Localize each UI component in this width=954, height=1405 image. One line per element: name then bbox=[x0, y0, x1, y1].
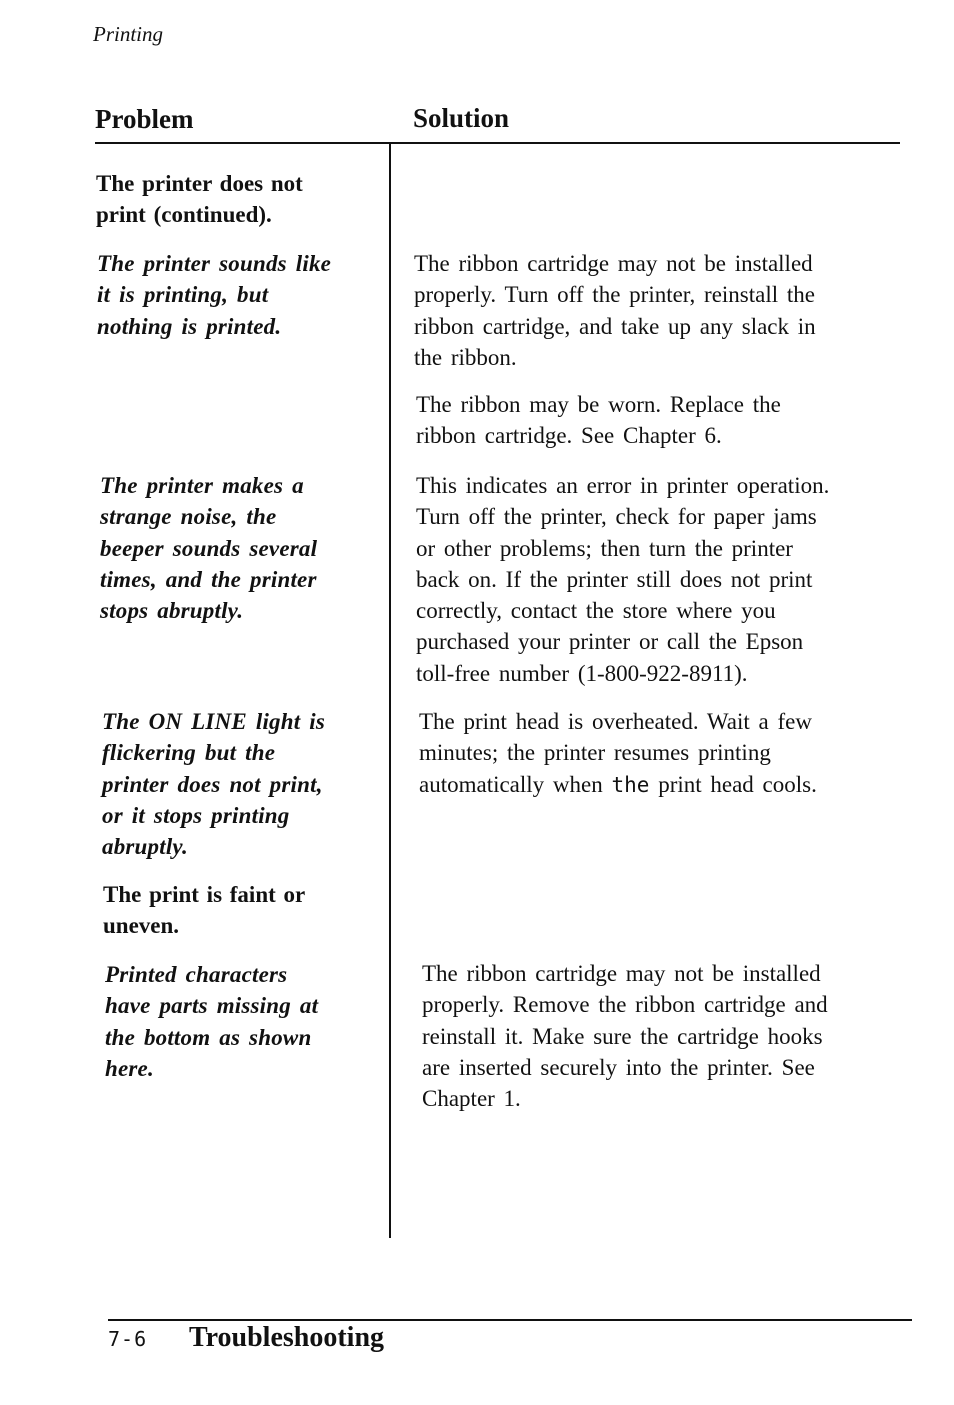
solution-line: Turn off the printer, check for paper jams bbox=[416, 504, 817, 530]
solution-line: The ribbon may be worn. Replace the bbox=[416, 392, 781, 417]
symptom-strange-noise bbox=[100, 470, 317, 626]
solution-line: The ribbon cartridge may not be installed bbox=[422, 961, 821, 986]
problem-line: The print is faint or bbox=[103, 882, 306, 907]
solution-reinstall-cartridge bbox=[422, 958, 828, 1114]
solution-line: toll-free number (1-800-922-8911). bbox=[416, 660, 748, 686]
symptom-line: have parts missing at bbox=[105, 993, 319, 1019]
solution-line: Chapter 1. bbox=[422, 1086, 521, 1112]
symptom-line: flickering but the bbox=[102, 740, 276, 766]
problem-line: The printer does not bbox=[96, 171, 303, 196]
solution-fragment: print head cools. bbox=[649, 771, 817, 797]
symptom-line: nothing is printed. bbox=[97, 313, 282, 339]
symptom-line: beeper sounds several bbox=[100, 535, 318, 561]
solution-fragment: the bbox=[611, 772, 650, 797]
solution-print-head-overheated bbox=[419, 706, 817, 801]
problem-print-faint bbox=[103, 879, 305, 942]
symptom-line: times, and the printer bbox=[100, 566, 317, 592]
problem-line: print (continued). bbox=[96, 202, 272, 228]
symptom-line: printer does not print, bbox=[102, 771, 323, 797]
solution-line: properly. Turn off the printer, reinstall the bbox=[414, 282, 815, 308]
solution-column-header: Solution bbox=[413, 103, 510, 133]
solution-line bbox=[419, 769, 817, 801]
symptom-line: stops abruptly. bbox=[100, 598, 244, 624]
symptom-online-light-flickering bbox=[102, 706, 325, 862]
solution-line: are inserted securely into the printer. See bbox=[422, 1054, 815, 1080]
solution-line: purchased your printer or call the Epson bbox=[416, 629, 804, 655]
solution-line: ribbon cartridge. See Chapter 6. bbox=[416, 423, 722, 449]
problem-printer-does-not-print bbox=[96, 168, 303, 231]
running-head: Printing bbox=[93, 22, 164, 46]
solution-line: the ribbon. bbox=[414, 344, 517, 370]
problem-column-header: Problem bbox=[95, 104, 194, 134]
symptom-line: abruptly. bbox=[102, 834, 188, 860]
symptom-line: the bottom as shown bbox=[105, 1024, 312, 1050]
solution-line: reinstall it. Make sure the cartridge hooks bbox=[422, 1023, 823, 1049]
solution-ribbon-worn bbox=[416, 389, 781, 452]
solution-line: or other problems; then turn the printer bbox=[416, 535, 793, 561]
solution-reinstall-ribbon bbox=[414, 248, 816, 373]
chapter-title: Troubleshooting bbox=[189, 1322, 385, 1353]
symptom-line: Printed characters bbox=[105, 962, 288, 987]
solution-printer-error bbox=[416, 470, 829, 689]
solution-line: correctly, contact the store where you bbox=[416, 598, 776, 624]
solution-line: ribbon cartridge, and take up any slack in bbox=[414, 313, 816, 339]
solution-fragment: automatically when bbox=[419, 771, 612, 797]
solution-line: The print head is overheated. Wait a few bbox=[419, 709, 812, 734]
solution-line: properly. Remove the ribbon cartridge and bbox=[422, 992, 828, 1018]
symptom-sounds-like-printing bbox=[97, 248, 331, 342]
symptom-line: strange noise, the bbox=[100, 504, 277, 530]
solution-line: minutes; the printer resumes printing bbox=[419, 740, 771, 766]
symptom-line: here. bbox=[105, 1055, 154, 1081]
page-number: 7-6 bbox=[108, 1327, 148, 1351]
column-divider bbox=[389, 144, 391, 1238]
solution-line: back on. If the printer still does not print bbox=[416, 566, 813, 592]
solution-line: The ribbon cartridge may not be installed bbox=[414, 251, 813, 276]
footer-rule bbox=[108, 1319, 912, 1321]
solution-line: This indicates an error in printer operation. bbox=[416, 473, 830, 498]
symptom-line: The ON LINE light is bbox=[102, 709, 326, 734]
symptom-characters-missing bbox=[105, 959, 318, 1084]
symptom-line: The printer sounds like bbox=[97, 251, 332, 276]
symptom-line: The printer makes a bbox=[100, 473, 304, 498]
header-rule bbox=[95, 142, 900, 144]
symptom-line: or it stops printing bbox=[102, 802, 290, 828]
symptom-line: it is printing, but bbox=[97, 282, 269, 308]
problem-line: uneven. bbox=[103, 913, 180, 939]
